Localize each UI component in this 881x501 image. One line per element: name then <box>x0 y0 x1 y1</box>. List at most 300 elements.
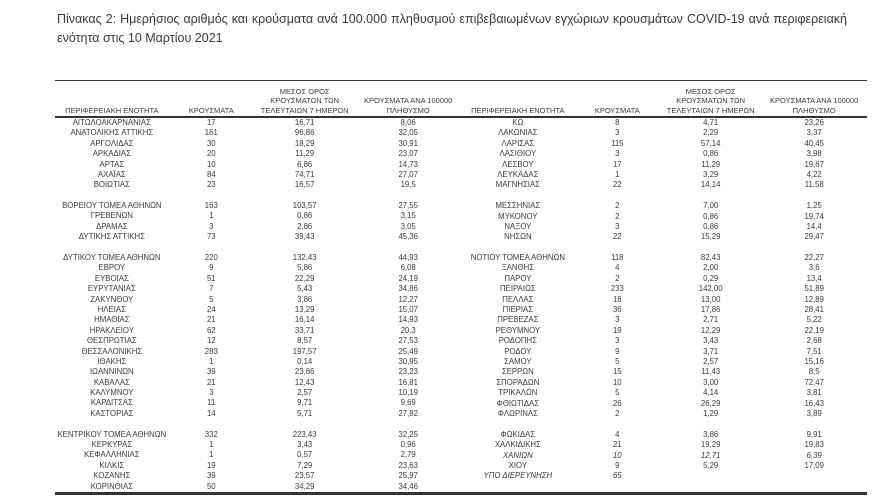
cases-value: 5 <box>615 388 620 398</box>
table-row <box>55 170 461 180</box>
cases-value: 10 <box>612 377 622 387</box>
region-name: ΡΟΔΟΠΗΣ <box>498 336 537 346</box>
region-name: ΑΙΤΩΛΟΑΚΑΡΝΑΝΙΑΣ <box>72 117 151 127</box>
table-row <box>55 409 461 419</box>
table-row <box>461 263 867 273</box>
per100k-value: 27,55 <box>398 201 418 211</box>
table-row <box>55 471 461 481</box>
avg7-value: 142,00 <box>698 284 723 294</box>
avg7-value: 74,71 <box>294 169 315 179</box>
cases-value: 3 <box>615 149 620 159</box>
region-name: ΑΝΑΤΟΛΙΚΗΣ ΑΤΤΙΚΗΣ <box>70 128 154 138</box>
cases-value: 62 <box>206 325 216 335</box>
per100k-value: 72,47 <box>804 377 824 387</box>
table-row <box>55 367 461 377</box>
per100k-value: 3,98 <box>806 149 822 159</box>
cases-value: 1 <box>209 450 214 460</box>
avg7-value: 6,86 <box>297 159 313 169</box>
region-name: ΝΟΤΙΟΥ ΤΟΜΕΑ ΑΘΗΝΩΝ <box>470 253 565 263</box>
region-name: ΙΘΑΚΗΣ <box>97 356 127 366</box>
avg7-value: 11,29 <box>701 159 721 169</box>
covid-regional-table <box>55 80 867 495</box>
region-name: ΤΡΙΚΑΛΩΝ <box>498 388 538 398</box>
avg7-value: 3,86 <box>297 294 313 304</box>
cases-value: 36 <box>612 305 622 315</box>
per100k-value: 4,22 <box>806 169 822 179</box>
region-name: ΜΕΣΣΗΝΙΑΣ <box>495 201 541 211</box>
avg7-value: 16,57 <box>294 180 315 190</box>
per100k-value: 34,86 <box>398 284 418 294</box>
table-row <box>461 149 867 159</box>
per100k-value: 20,3 <box>400 325 416 335</box>
region-name: ΑΧΑΪΑΣ <box>97 169 126 179</box>
per100k-value: 19,83 <box>804 440 824 450</box>
cases-value: 2 <box>615 201 620 211</box>
avg7-value: 82,43 <box>700 253 721 263</box>
column-header: ΜΕΣΟΣ ΟΡΟΣ ΚΡΟΥΣΜΑΤΩΝ ΤΩΝ ΤΕΛΕΥΤΑΙΩΝ 7 ΗΜΕΡΩΝ <box>666 86 755 115</box>
cases-value: 5 <box>615 356 620 366</box>
per100k-value: 2,68 <box>806 336 822 346</box>
per100k-value: 23,26 <box>804 118 824 127</box>
cases-value: 84 <box>206 169 216 179</box>
cases-value: 50 <box>206 481 216 491</box>
table-row <box>461 409 867 419</box>
table-row <box>55 222 461 232</box>
region-name: ΑΡΓΟΛΙΔΑΣ <box>90 138 134 148</box>
per100k-value: 2,79 <box>400 450 416 460</box>
cases-value: 21 <box>612 440 622 450</box>
column-header: ΚΡΟΥΣΜΑΤΑ <box>188 105 234 115</box>
cases-value: 22 <box>612 180 622 190</box>
region-name: ΚΟΖΑΝΗΣ <box>93 471 131 481</box>
per100k-value: 15,16 <box>804 356 824 366</box>
avg7-value: 26,29 <box>700 398 721 408</box>
table-row <box>55 274 461 284</box>
region-name: ΦΛΩΡΙΝΑΣ <box>497 408 538 418</box>
per100k-value: 16,81 <box>398 377 418 387</box>
cases-value: 3 <box>615 221 620 231</box>
per100k-value: 34,46 <box>398 481 418 491</box>
per100k-value: 6,08 <box>400 263 416 273</box>
avg7-value: 39,43 <box>294 232 315 242</box>
cases-value: 39 <box>206 367 216 377</box>
cases-value: 3 <box>615 128 620 138</box>
table-row <box>55 347 461 357</box>
per100k-value: 40,45 <box>804 138 824 148</box>
table-row <box>461 336 867 346</box>
region-name: ΡΟΔΟΥ <box>504 346 532 356</box>
cases-value: 4 <box>615 263 620 273</box>
cases-value: 21 <box>206 315 216 325</box>
avg7-value: 12,43 <box>294 377 315 387</box>
region-name: ΑΡΚΑΔΙΑΣ <box>92 149 131 159</box>
avg7-value: 0,86 <box>703 211 719 221</box>
region-name: ΒΟΙΩΤΙΑΣ <box>93 180 130 190</box>
table-row <box>461 295 867 305</box>
region-name: ΚΑΣΤΟΡΙΑΣ <box>90 408 134 418</box>
per100k-value: 14,93 <box>398 315 418 325</box>
cases-value: 65 <box>612 471 622 481</box>
region-name: ΚΕΡΚΥΡΑΣ <box>91 440 133 450</box>
cases-value: 118 <box>611 253 624 263</box>
region-name: ΔΥΤΙΚΗΣ ΑΤΤΙΚΗΣ <box>78 232 145 242</box>
region-name: ΔΥΤΙΚΟΥ ΤΟΜΕΑ ΑΘΗΝΩΝ <box>63 253 161 263</box>
avg7-value: 3,86 <box>703 429 719 439</box>
cases-value: 220 <box>204 253 218 263</box>
region-name: ΡΕΘΥΜΝΟΥ <box>495 325 541 335</box>
table-body <box>461 118 867 482</box>
per100k-value: 24,19 <box>398 273 418 283</box>
avg7-value: 57,14 <box>700 138 721 148</box>
avg7-value: 5,71 <box>297 408 313 418</box>
region-name: ΣΠΟΡΑΔΩΝ <box>496 377 540 387</box>
cases-value: 161 <box>204 128 218 138</box>
table-row <box>55 461 461 471</box>
cases-value: 9 <box>209 263 214 273</box>
table-row <box>461 139 867 149</box>
per100k-value: 3,81 <box>806 388 822 398</box>
avg7-value: 2,57 <box>703 356 719 366</box>
region-name: ΚΑΡΔΙΤΣΑΣ <box>90 398 133 408</box>
region-name: ΧΙΟΥ <box>508 460 528 470</box>
table-row <box>461 326 867 336</box>
cases-value: 22 <box>612 232 622 242</box>
region-name: ΧΑΝΙΩΝ <box>502 450 533 460</box>
table-row <box>461 315 867 325</box>
per100k-value: 51,89 <box>804 284 824 294</box>
table-row <box>55 232 461 242</box>
per100k-value: 27,53 <box>398 336 418 346</box>
table-row <box>55 305 461 315</box>
per100k-value: 8,06 <box>400 117 416 127</box>
per100k-value: 5,22 <box>806 315 822 325</box>
cases-value: 1 <box>209 211 214 221</box>
region-name: ΒΟΡΕΙΟΥ ΤΟΜΕΑ ΑΘΗΝΩΝ <box>62 201 162 211</box>
table-row <box>461 284 867 294</box>
column-header: ΠΕΡΙΦΕΡΕΙΑΚΗ ΕΝΟΤΗΤΑ <box>471 105 565 115</box>
per100k-value: 19,74 <box>804 211 824 221</box>
per100k-value: 19,67 <box>804 159 824 169</box>
table-row <box>461 170 867 180</box>
per100k-value: 1,25 <box>806 201 822 211</box>
per100k-value: 23,63 <box>398 460 418 470</box>
table-row <box>55 201 461 211</box>
table-row <box>461 357 867 367</box>
per100k-value: 27,82 <box>398 408 418 418</box>
region-name: ΘΕΣΠΡΩΤΙΑΣ <box>86 336 137 346</box>
cases-value: 1 <box>209 356 214 366</box>
table-row <box>461 212 867 222</box>
avg7-value: 16,14 <box>294 315 315 325</box>
per100k-value: 14,73 <box>398 159 418 169</box>
table-caption: Πίνακας 2: Ημερήσιος αριθμός και κρούσματα ανά 100.000 πληθυσμού επιβεβαιωμένων εγχώριων κρουσμάτων COVID-19 ανά περιφερειακή ενότητα στις 10 Μαρτίου 2021 <box>57 12 847 46</box>
table-row <box>55 450 461 460</box>
cases-value: 21 <box>206 377 216 387</box>
per100k-value: 13,4 <box>806 273 822 283</box>
region-name: ΞΑΝΘΗΣ <box>501 263 535 273</box>
table-row <box>461 430 867 440</box>
cases-value: 3 <box>209 221 214 231</box>
table-row <box>461 160 867 170</box>
region-name: ΦΩΚΙΔΑΣ <box>500 429 536 439</box>
region-name: ΛΑΣΙΘΙΟΥ <box>499 149 537 159</box>
avg7-value: 0,86 <box>703 149 719 159</box>
per100k-value: 9,69 <box>400 398 416 408</box>
table-row <box>461 232 867 242</box>
table-row <box>55 160 461 170</box>
cases-value: 1 <box>615 169 620 179</box>
cases-value: 73 <box>206 232 216 242</box>
table-row <box>55 180 461 190</box>
region-name: ΘΕΣΣΑΛΟΝΙΚΗΣ <box>81 346 143 356</box>
table-row <box>55 378 461 388</box>
per100k-value: 45,36 <box>398 232 418 242</box>
avg7-value: 13,00 <box>700 294 721 304</box>
avg7-value: 4,71 <box>703 118 719 127</box>
cases-value: 283 <box>204 346 218 356</box>
region-name: ΧΑΛΚΙΔΙΚΗΣ <box>494 440 541 450</box>
per100k-value: 27,07 <box>398 169 418 179</box>
cases-value: 3 <box>615 336 620 346</box>
cases-value: 24 <box>206 304 216 314</box>
cases-value: 10 <box>206 159 216 169</box>
avg7-value: 2,86 <box>297 221 313 231</box>
table-row <box>55 263 461 273</box>
group-spacer <box>55 419 461 429</box>
table-row <box>55 284 461 294</box>
region-name: ΗΜΑΘΙΑΣ <box>94 315 130 325</box>
cases-value: 163 <box>204 201 218 211</box>
region-name: ΦΘΙΩΤΙΔΑΣ <box>496 398 540 408</box>
cases-value: 2 <box>615 273 620 283</box>
avg7-value: 3,00 <box>703 377 719 387</box>
region-name: ΠΙΕΡΙΑΣ <box>502 305 534 315</box>
per100k-value: 25,97 <box>398 471 418 481</box>
per100k-value: 19,5 <box>400 180 416 190</box>
column-header: ΚΡΟΥΣΜΑΤΑ ΑΝΑ 100000 ΠΛΗΘΥΣΜΟ <box>364 96 453 115</box>
per100k-value: 30,91 <box>398 138 418 148</box>
region-name: ΕΥΡΥΤΑΝΙΑΣ <box>87 284 136 294</box>
cases-value: 20 <box>206 149 216 159</box>
table-row <box>55 482 461 492</box>
per100k-value: 28,41 <box>804 305 824 315</box>
group-spacer <box>55 191 461 201</box>
per100k-value: 8,5 <box>808 367 820 377</box>
avg7-value: 5,43 <box>297 284 313 294</box>
per100k-value: 17,09 <box>804 460 824 470</box>
table-row <box>55 253 461 263</box>
region-name: ΠΕΛΛΑΣ <box>502 294 534 304</box>
region-name: ΚΟΡΙΝΘΙΑΣ <box>90 481 133 491</box>
table-row <box>55 128 461 138</box>
table-row <box>461 440 867 450</box>
per100k-value: 3,6 <box>808 263 820 273</box>
per100k-value: 3,15 <box>400 211 416 221</box>
avg7-value: 34,29 <box>294 481 315 491</box>
cases-value: 18 <box>612 294 622 304</box>
table-row <box>461 305 867 315</box>
table-row <box>55 398 461 408</box>
cases-value: 1 <box>209 440 214 450</box>
cases-value: 19 <box>612 325 622 335</box>
cases-value: 5 <box>209 294 214 304</box>
avg7-value: 3,29 <box>703 169 719 179</box>
region-name: ΕΥΒΟΙΑΣ <box>94 273 129 283</box>
cases-value: 19 <box>206 460 216 470</box>
cases-value: 17 <box>206 117 216 127</box>
cases-value: 233 <box>610 284 624 294</box>
region-name: ΑΡΤΑΣ <box>99 159 125 169</box>
per100k-value: 23,07 <box>398 149 418 159</box>
table-row <box>461 388 867 398</box>
region-name: ΚΑΛΥΜΝΟΥ <box>90 388 134 398</box>
region-name: ΣΕΡΡΩΝ <box>501 367 534 377</box>
table-row <box>55 357 461 367</box>
avg7-value: 15,29 <box>700 232 721 242</box>
region-name: ΚΩ <box>512 118 524 127</box>
table-row <box>461 253 867 263</box>
cases-value: 9 <box>615 460 620 470</box>
per100k-value: 23,23 <box>398 367 418 377</box>
cases-value: 3 <box>209 388 214 398</box>
region-name: ΣΑΜΟΥ <box>504 356 532 366</box>
cases-value: 115 <box>611 138 624 148</box>
avg7-value: 33,71 <box>294 325 315 335</box>
avg7-value: 0,29 <box>703 273 719 283</box>
region-name: ΛΕΥΚΑΔΑΣ <box>497 169 539 179</box>
table-row <box>55 118 461 128</box>
avg7-value: 1,29 <box>703 408 719 418</box>
table-row <box>55 336 461 346</box>
table-row <box>461 378 867 388</box>
cases-value: 23 <box>206 180 216 190</box>
avg7-value: 16,71 <box>294 117 315 127</box>
cases-value: 10 <box>612 450 622 460</box>
avg7-value: 96,86 <box>294 128 315 138</box>
group-spacer <box>55 243 461 253</box>
avg7-value: 17,86 <box>700 305 721 315</box>
table-row <box>461 201 867 211</box>
avg7-value: 7,29 <box>297 460 313 470</box>
cases-value: 3 <box>615 315 620 325</box>
cases-value: 11 <box>207 398 216 408</box>
region-name: ΠΕΙΡΑΙΩΣ <box>500 284 536 294</box>
cases-value: 2 <box>615 408 620 418</box>
avg7-value: 14,14 <box>700 180 721 190</box>
cases-value: 8 <box>615 118 620 127</box>
group-spacer <box>461 191 867 201</box>
avg7-value: 3,71 <box>703 346 719 356</box>
per100k-value: 29,47 <box>804 232 824 242</box>
avg7-value: 19,29 <box>700 440 721 450</box>
per100k-value: 14,4 <box>806 221 822 231</box>
per100k-value: 3,89 <box>806 408 822 418</box>
region-name: ΓΡΕΒΕΝΩΝ <box>90 211 133 221</box>
avg7-value: 5,86 <box>297 263 313 273</box>
region-name: ΛΑΡΙΣΑΣ <box>501 138 535 148</box>
region-name: ΜΑΓΝΗΣΙΑΣ <box>495 180 540 190</box>
table-row <box>461 118 867 128</box>
table-row <box>55 211 461 221</box>
region-name: ΗΛΕΙΑΣ <box>97 304 126 314</box>
table-row <box>55 315 461 325</box>
avg7-value: 9,71 <box>297 398 313 408</box>
cases-value: 2 <box>615 211 620 221</box>
region-name: ΕΒΡΟΥ <box>98 263 126 273</box>
region-name: ΚΕΝΤΡΙΚΟΥ ΤΟΜΕΑ ΑΘΗΝΩΝ <box>57 429 167 439</box>
table-row <box>55 326 461 336</box>
region-name: ΗΡΑΚΛΕΙΟΥ <box>89 325 134 335</box>
per100k-value: 30,95 <box>398 356 418 366</box>
region-name: ΚΑΒΑΛΑΣ <box>93 377 130 387</box>
table-header-row <box>55 81 461 118</box>
table-row <box>55 139 461 149</box>
avg7-value: 0,86 <box>703 221 719 231</box>
avg7-value: 13,29 <box>294 304 315 314</box>
region-name: ΛΑΚΩΝΙΑΣ <box>498 128 538 138</box>
table-row <box>461 399 867 409</box>
table-row <box>55 440 461 450</box>
region-name: ΝΗΣΩΝ <box>504 232 532 242</box>
avg7-value: 2,29 <box>703 128 719 138</box>
region-name: ΔΡΑΜΑΣ <box>96 221 128 231</box>
cases-value: 7 <box>209 284 214 294</box>
table-row <box>461 222 867 232</box>
per100k-value: 12,27 <box>398 294 418 304</box>
table-row <box>461 461 867 471</box>
per100k-value: 32,25 <box>398 429 418 439</box>
table-body <box>55 118 461 492</box>
column-header: ΜΕΣΟΣ ΟΡΟΣ ΚΡΟΥΣΜΑΤΩΝ ΤΩΝ ΤΕΛΕΥΤΑΙΩΝ 7 ΗΜΕΡΩΝ <box>260 86 349 115</box>
avg7-value: 18,29 <box>294 138 315 148</box>
cases-value: 30 <box>206 138 216 148</box>
avg7-value: 11,29 <box>295 149 315 159</box>
per100k-value: 15,07 <box>398 304 418 314</box>
cases-value: 12 <box>206 336 216 346</box>
cases-value: 15 <box>612 367 622 377</box>
per100k-value: 16,43 <box>804 398 824 408</box>
table-row <box>461 471 867 481</box>
region-name: ΠΡΕΒΕΖΑΣ <box>497 315 539 325</box>
per100k-value: 0,96 <box>400 440 416 450</box>
cases-value: 4 <box>615 429 620 439</box>
avg7-value: 7,00 <box>703 201 719 211</box>
per100k-value: 22,27 <box>804 253 824 263</box>
table-row <box>55 388 461 398</box>
table-row <box>461 347 867 357</box>
avg7-value: 11,43 <box>701 367 721 377</box>
avg7-value: 2,57 <box>297 388 313 398</box>
avg7-value: 3,43 <box>297 440 313 450</box>
table-left-half <box>55 81 461 492</box>
avg7-value: 23,57 <box>294 471 315 481</box>
avg7-value: 0,57 <box>297 450 313 460</box>
avg7-value: 4,14 <box>703 388 719 398</box>
per100k-value: 12,89 <box>804 294 824 304</box>
per100k-value: 44,93 <box>398 253 418 263</box>
region-name: ΙΩΑΝΝΙΝΩΝ <box>89 367 134 377</box>
per100k-value: 3,05 <box>400 221 416 231</box>
avg7-value: 132,43 <box>292 253 317 263</box>
avg7-value: 0,14 <box>297 356 313 366</box>
avg7-value: 12,71 <box>700 450 721 460</box>
group-spacer <box>461 243 867 253</box>
table-row <box>55 295 461 305</box>
avg7-value: 8,57 <box>297 336 313 346</box>
table-header-row <box>461 81 867 118</box>
cases-value: 332 <box>204 429 218 439</box>
region-name: ΛΕΣΒΟΥ <box>502 159 534 169</box>
